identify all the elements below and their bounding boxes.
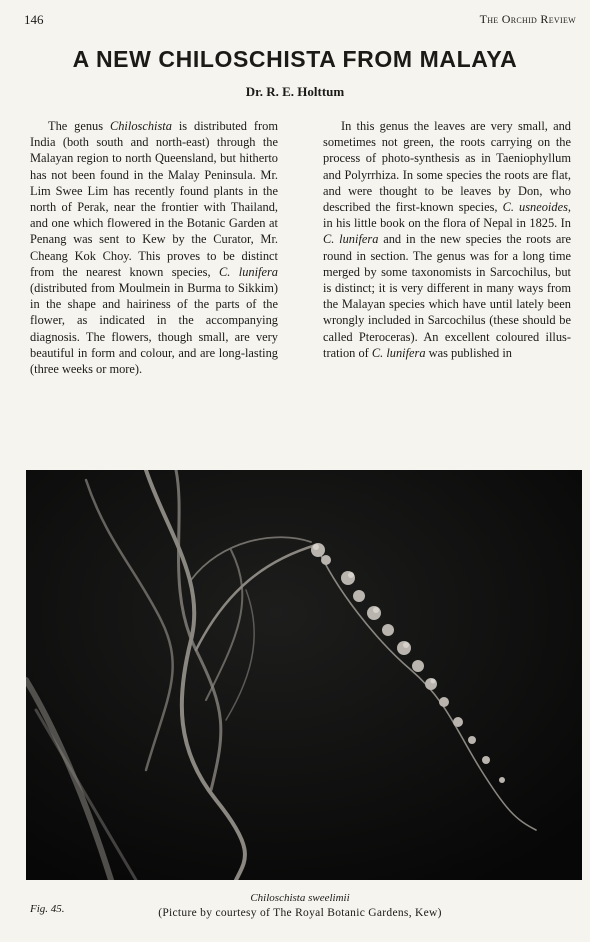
text-column-right: [323, 118, 571, 361]
orchid-photograph-icon: [26, 470, 582, 880]
species-name: C. lunifera: [323, 232, 379, 247]
paragraph-right: [323, 118, 571, 361]
species-name: C. lunifera: [218, 264, 278, 279]
text-run: and in the new species the roots are round in section. The genus was for a long time merged by some taxonomists in Sarcochilus, but is distinct; it is very different in many ways from the Malayan species which have until lately been wrongly included in Sarcochilus (these should be called Pteroceras). An excellent coloured illus-tration of: [323, 232, 571, 360]
text-run: is distributed from India (both south and north-east) through the Malayan region to north Queensland, but hitherto has not been found in the Malay Peninsula. Mr. Lim Swee Lim has recently found plants in the north of Perak, near the frontier with Thailand, and one which flowered in the Botanic Garden at Penang was sent to Kew by the Curator, Mr. Cheang Kok Choy. This proves to be distinct from the nearest known species,: [30, 119, 278, 279]
article-author: Dr. R. E. Holttum: [245, 84, 345, 99]
page-number: 146: [24, 12, 44, 27]
running-head: The Orchid Review: [479, 12, 576, 26]
article-title: A NEW CHILOSCHISTA FROM MALAYA: [72, 46, 518, 72]
species-name: C. lunifera: [371, 345, 426, 360]
text-column-left: [30, 118, 278, 377]
species-name: C. usneoides: [502, 200, 568, 215]
genus-name: Chiloschista: [109, 119, 172, 133]
figure-label: Fig. 45.: [30, 903, 65, 915]
text-run: was published in: [425, 345, 512, 360]
text-run: The genus: [48, 119, 110, 133]
text-run: , in his little book on the flora of Nepal in 1825. In: [323, 200, 572, 231]
text-run: (distributed from Moulmein in Burma to Sikkim) in the shape and hairiness of the parts of the flower, as indicated in the accompanying diagnosis. The flowers, though small, are very beautiful in form and colour, and are long-lasting (three weeks or more).: [30, 281, 278, 377]
paragraph-left: [30, 118, 278, 377]
figure-caption-credit: (Picture by courtesy of The Royal Botanic Gardens, Kew): [158, 907, 442, 919]
figure-caption-species: Chiloschista sweelimii: [250, 892, 350, 904]
orchid-photograph: [26, 470, 582, 880]
text-run: In this genus the leaves are very small, and sometimes not green, the roots carrying on the process of photo-synthesis as in Taeniophyllum and Polyrrhiza. In some species the roots are flat, and were thought to be leaves by Don, who described the first-known species,: [323, 119, 571, 215]
